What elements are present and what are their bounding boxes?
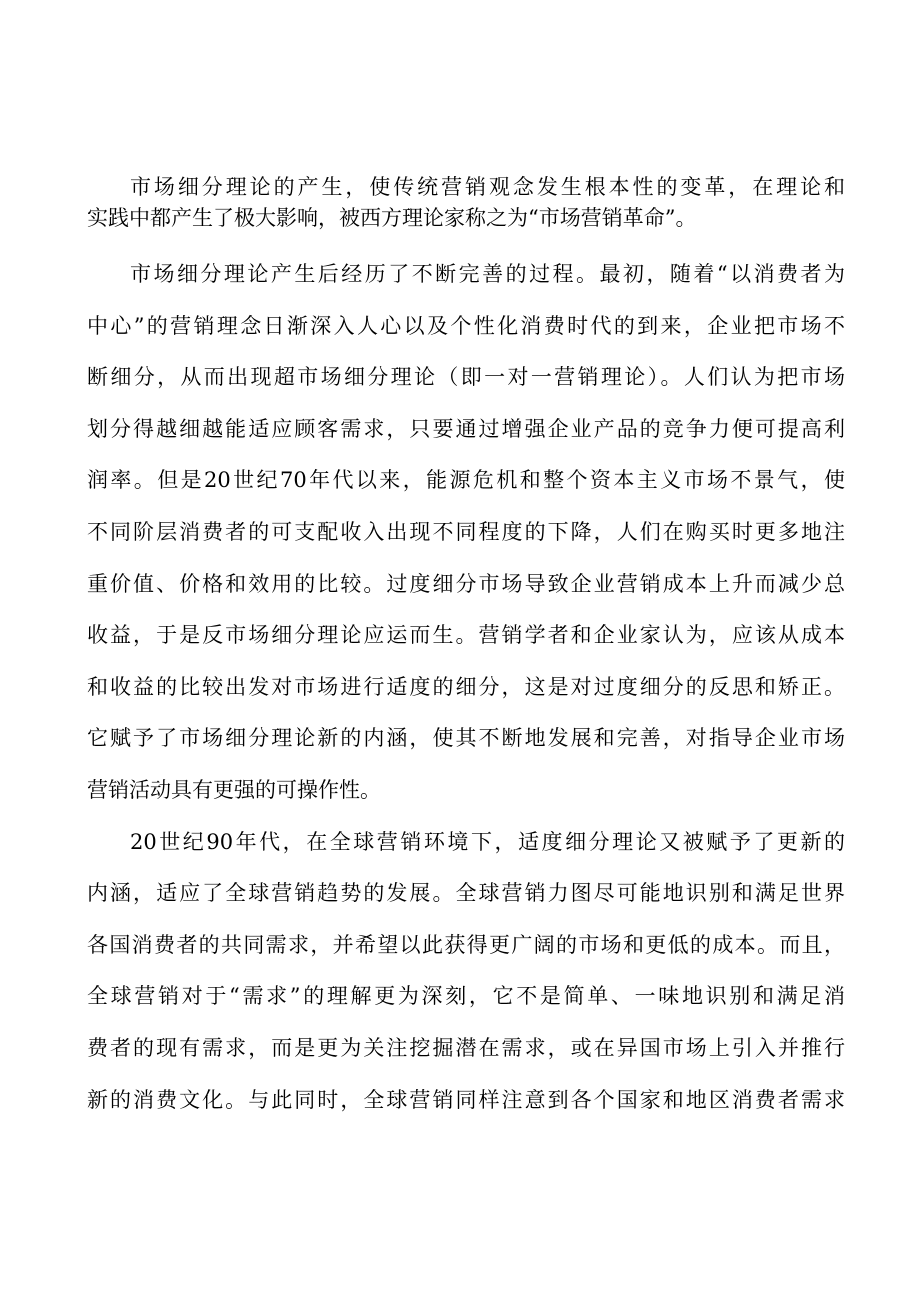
text-line: 润率。但是20世纪70年代以来，能源危机和整个资本主义市场不景气，使 bbox=[87, 468, 845, 493]
paragraph-3 bbox=[87, 817, 845, 1127]
text-line: 和收益的比较出发对市场进行适度的细分，这是对过度细分的反思和矫正。 bbox=[87, 674, 845, 699]
text-line: 营销活动具有更强的可操作性。 bbox=[87, 777, 381, 802]
text-line: 新的消费文化。与此同时，全球营销同样注意到各个国家和地区消费者需求 bbox=[87, 1087, 845, 1112]
text-line: 重价值、价格和效用的比较。过度细分市场导致企业营销成本上升而减少总 bbox=[87, 571, 845, 596]
text-line: 收益，于是反市场细分理论应运而生。营销学者和企业家认为，应该从成本 bbox=[87, 623, 845, 648]
text-line: 不同阶层消费者的可支配收入出现不同程度的下降，人们在购买时更多地注 bbox=[87, 519, 845, 544]
text-line: 中心”的营销理念日渐深入人心以及个性化消费时代的到来，企业把市场不 bbox=[87, 313, 845, 338]
text-line: 市场细分理论产生后经历了不断完善的过程。最初，随着“以消费者为 bbox=[130, 262, 845, 286]
paragraph-2 bbox=[87, 249, 845, 817]
text-line: 全球营销对于“需求”的理解更为深刻，它不是简单、一味地识别和满足消 bbox=[87, 984, 845, 1009]
text-line: 划分得越细越能适应顾客需求，只要通过增强企业产品的竞争力便可提高利 bbox=[87, 416, 845, 441]
body-text bbox=[87, 249, 845, 1126]
text-line: 断细分，从而出现超市场细分理论（即一对一营销理论）。人们认为把市场 bbox=[87, 365, 845, 390]
text-line: 它赋予了市场细分理论新的内涵，使其不断地发展和完善，对指导企业市场 bbox=[87, 726, 845, 751]
paragraph-1 bbox=[87, 172, 845, 234]
text-line: 市场细分理论的产生，使传统营销观念发生根本性的变革，在理论和 bbox=[130, 175, 845, 199]
text-line: 20世纪90年代，在全球营销环境下，适度细分理论又被赋予了更新的 bbox=[130, 829, 845, 854]
text-line: 各国消费者的共同需求，并希望以此获得更广阔的市场和更低的成本。而且， bbox=[87, 932, 845, 957]
text-line: 实践中都产生了极大影响，被西方理论家称之为“市场营销革命”。 bbox=[87, 206, 697, 230]
text-line: 费者的现有需求，而是更为关注挖掘潜在需求，或在异国市场上引入并推行 bbox=[87, 1035, 845, 1060]
text-line: 内涵，适应了全球营销趋势的发展。全球营销力图尽可能地识别和满足世界 bbox=[87, 881, 845, 906]
